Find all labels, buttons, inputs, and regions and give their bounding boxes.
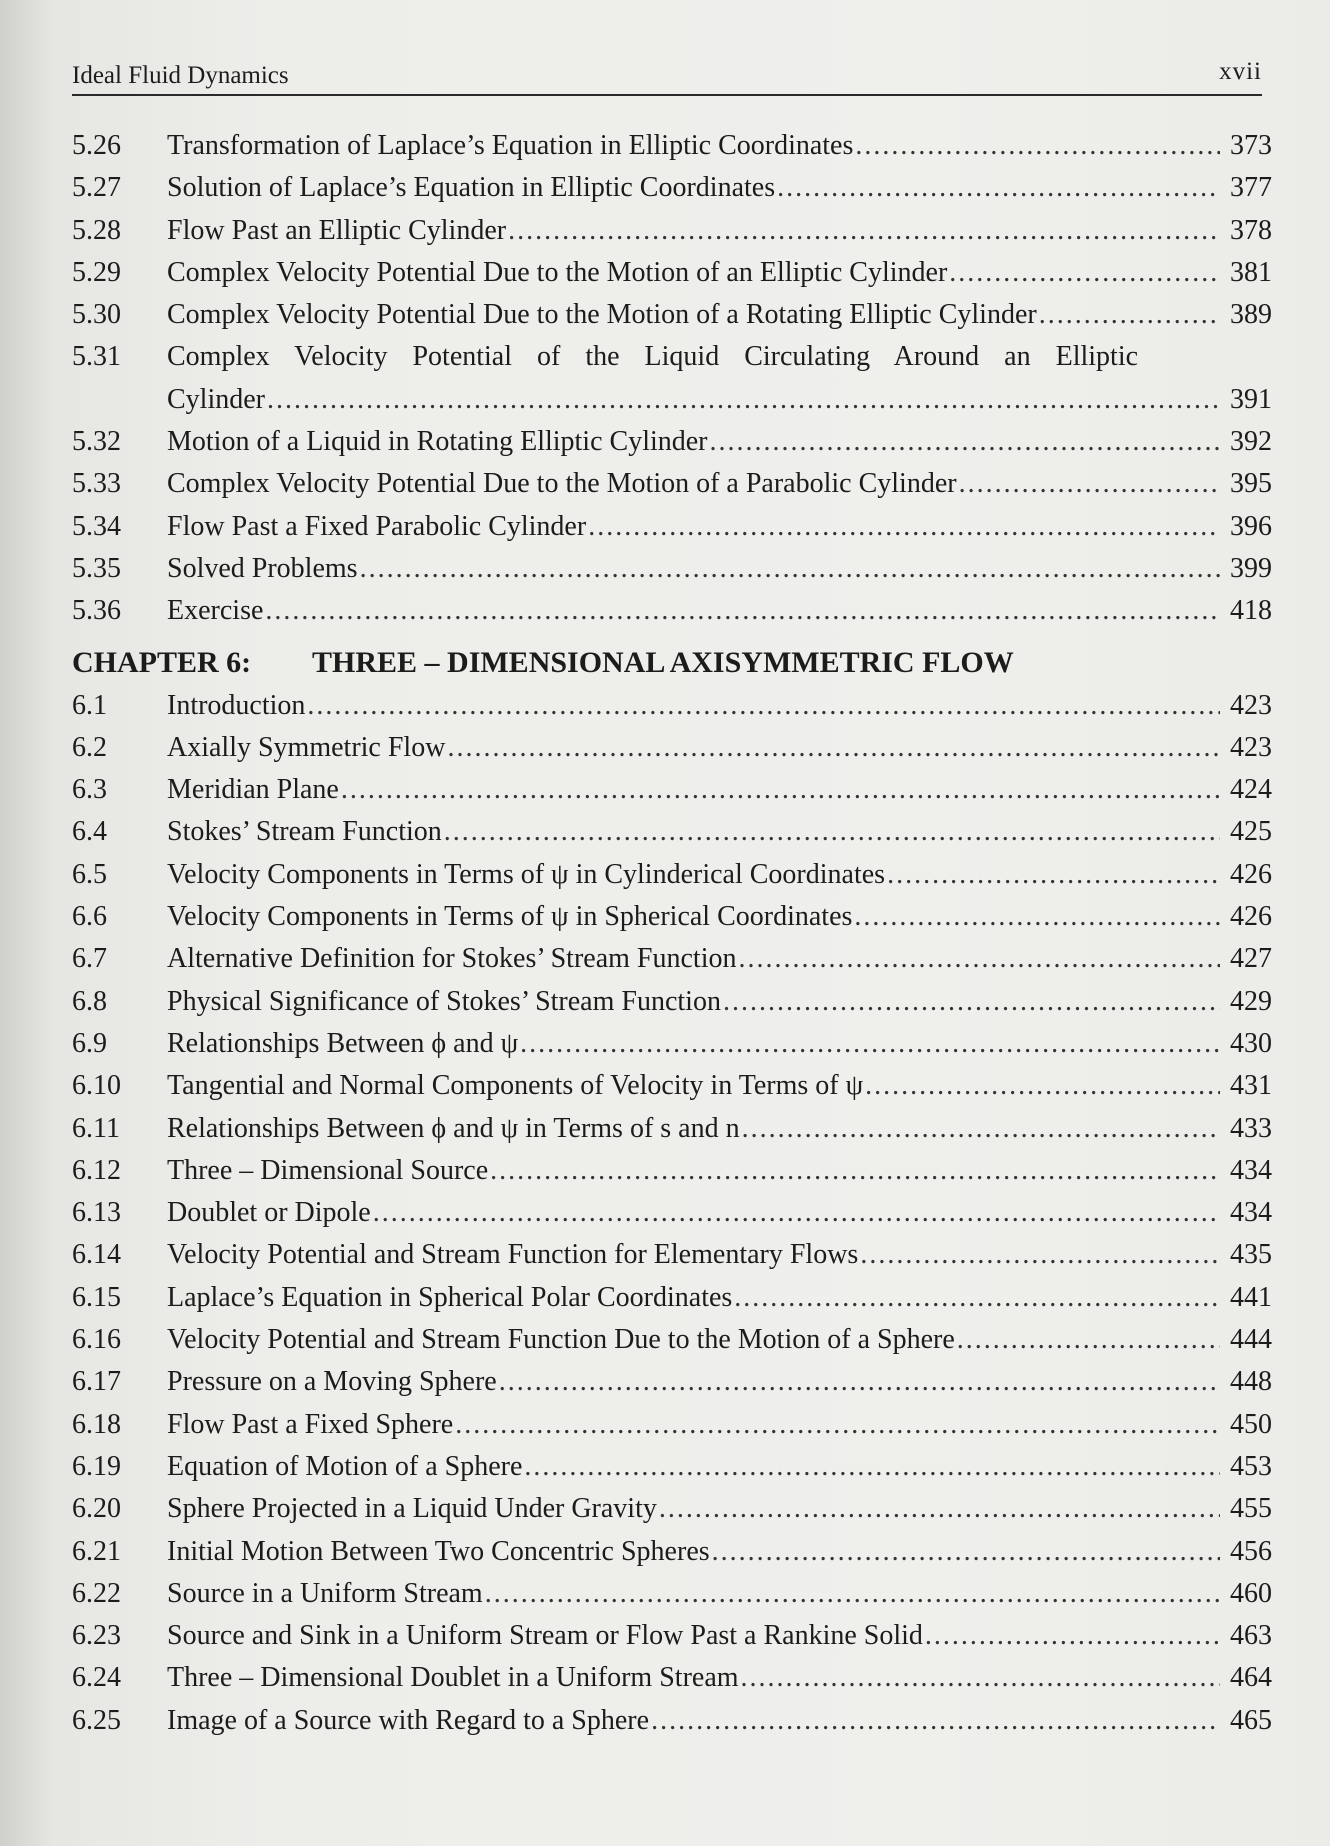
leader-dots	[949, 252, 1220, 294]
toc-entry	[72, 590, 1272, 632]
entry-page: 426	[1230, 901, 1272, 933]
toc-entry	[72, 506, 1272, 548]
entry-number: 6.5	[72, 858, 107, 890]
leader-dots	[659, 1488, 1220, 1530]
entry-page: 377	[1230, 172, 1272, 204]
entry-page: 418	[1230, 595, 1272, 627]
leader-dots	[854, 896, 1220, 938]
toc-entry	[72, 1023, 1272, 1065]
entry-number: 6.13	[72, 1197, 121, 1229]
entry-page: 429	[1230, 985, 1272, 1017]
toc-entry	[72, 1700, 1272, 1742]
entry-page: 430	[1230, 1027, 1272, 1059]
entry-page: 455	[1230, 1493, 1272, 1525]
toc-entry	[72, 336, 1272, 378]
entry-number: 5.26	[72, 130, 121, 161]
entry-title: Stokes’ Stream Function	[167, 816, 442, 848]
entry-number: 6.16	[72, 1324, 121, 1356]
chapter-title: THREE – DIMENSIONAL AXISYMMETRIC FLOW	[312, 645, 1014, 679]
toc-entry	[72, 294, 1272, 336]
toc-entry	[72, 548, 1272, 590]
entry-title: Complex Velocity Potential Due to the Motion of an Elliptic Cylinder	[167, 256, 948, 288]
entry-number: 6.15	[72, 1281, 121, 1313]
entry-title: Velocity Potential and Stream Function for Elementary Flows	[167, 1239, 859, 1271]
entry-page: 465	[1230, 1704, 1272, 1736]
entry-number: 6.20	[72, 1493, 121, 1525]
toc-entry	[72, 1277, 1272, 1319]
entry-page: 460	[1230, 1577, 1272, 1609]
leader-dots	[887, 854, 1220, 896]
entry-number: 6.24	[72, 1662, 121, 1694]
section-5-entries	[72, 125, 1272, 633]
entry-page: 456	[1230, 1535, 1272, 1567]
leader-dots	[588, 506, 1220, 548]
book-title: Ideal Fluid Dynamics	[72, 62, 289, 89]
toc-entry	[72, 811, 1272, 853]
entry-number: 5.34	[72, 510, 121, 542]
leader-dots	[508, 210, 1220, 252]
toc-entry	[72, 1192, 1272, 1234]
entry-number: 6.8	[72, 985, 107, 1017]
toc-entry	[72, 1065, 1272, 1107]
entry-page: 399	[1230, 552, 1272, 584]
entry-title: Relationships Between ϕ and ψ in Terms of s and n	[167, 1112, 740, 1144]
entry-title: Three – Dimensional Source	[167, 1154, 489, 1186]
entry-page: 450	[1230, 1408, 1272, 1440]
entry-page: 425	[1230, 816, 1272, 848]
entry-number: 6.22	[72, 1577, 121, 1609]
entry-number: 6.6	[72, 901, 107, 933]
toc-entry	[72, 854, 1272, 896]
entry-title: Flow Past a Fixed Parabolic Cylinder	[167, 510, 587, 542]
toc-entry	[72, 1361, 1272, 1403]
toc-entry	[72, 896, 1272, 938]
toc-entry	[72, 463, 1272, 505]
entry-number: 6.2	[72, 731, 107, 763]
entry-title: Doublet or Dipole	[167, 1197, 371, 1229]
leader-dots	[524, 1446, 1220, 1488]
toc-entry	[72, 421, 1272, 463]
entry-number: 5.31	[72, 341, 121, 373]
leader-dots	[710, 421, 1220, 463]
toc-entry	[72, 252, 1272, 294]
toc-entry	[72, 1657, 1272, 1699]
toc-entry	[72, 685, 1272, 727]
toc-entry	[72, 1531, 1272, 1573]
entry-title: Flow Past an Elliptic Cylinder	[167, 214, 507, 246]
entry-number: 6.7	[72, 943, 107, 975]
toc-entry	[72, 1615, 1272, 1657]
leader-dots	[499, 1361, 1220, 1403]
entry-page: 424	[1230, 774, 1272, 806]
leader-dots	[855, 125, 1220, 167]
entry-title: Equation of Motion of a Sphere	[167, 1450, 523, 1482]
entry-title: Three – Dimensional Doublet in a Uniform Stream	[167, 1662, 739, 1694]
entry-page: 431	[1230, 1070, 1272, 1102]
entry-number: 5.33	[72, 468, 121, 500]
page-number: xvii	[1219, 58, 1262, 85]
entry-title: Transformation of Laplace’s Equation in Elliptic Coordinates	[167, 130, 854, 161]
toc-entry	[72, 981, 1272, 1023]
entry-title: Alternative Definition for Stokes’ Stream Function	[167, 943, 737, 975]
entry-page: 453	[1230, 1450, 1272, 1482]
leader-dots	[360, 548, 1220, 590]
entry-number: 6.18	[72, 1408, 121, 1440]
entry-title: Tangential and Normal Components of Velocity in Terms of ψ	[167, 1070, 864, 1102]
entry-title: Flow Past a Fixed Sphere	[167, 1408, 454, 1440]
entry-title: Velocity Potential and Stream Function Due to the Motion of a Sphere	[167, 1324, 955, 1356]
leader-dots	[712, 1531, 1220, 1573]
entry-number: 6.17	[72, 1366, 121, 1398]
entry-title: Velocity Components in Terms of ψ in Cylinderical Coordinates	[167, 858, 886, 890]
entry-title: Solution of Laplace’s Equation in Elliptic Coordinates	[167, 172, 776, 204]
toc-entry-continuation	[72, 379, 1272, 421]
entry-number: 5.28	[72, 214, 121, 246]
toc-entry	[72, 125, 1272, 167]
entry-page: 441	[1230, 1281, 1272, 1313]
leader-dots	[265, 590, 1220, 632]
entry-page: 391	[1230, 383, 1272, 415]
toc-entry	[72, 769, 1272, 811]
toc-entry	[72, 1573, 1272, 1615]
entry-page: 427	[1230, 943, 1272, 975]
entry-number: 5.27	[72, 172, 121, 204]
entry-title: Exercise	[167, 595, 264, 627]
entry-number: 6.12	[72, 1154, 121, 1186]
leader-dots	[865, 1065, 1220, 1107]
table-of-contents	[72, 125, 1272, 1742]
entry-page: 381	[1230, 256, 1272, 288]
entry-title: Laplace’s Equation in Spherical Polar Coordinates	[167, 1281, 733, 1313]
leader-dots	[520, 1023, 1220, 1065]
leader-dots	[742, 1108, 1220, 1150]
entry-number: 6.14	[72, 1239, 121, 1271]
entry-page: 464	[1230, 1662, 1272, 1694]
leader-dots	[485, 1573, 1220, 1615]
leader-dots	[444, 811, 1220, 853]
toc-entry	[72, 938, 1272, 980]
entry-page: 434	[1230, 1154, 1272, 1186]
entry-number: 6.23	[72, 1620, 121, 1652]
entry-page: 434	[1230, 1197, 1272, 1229]
entry-page: 395	[1230, 468, 1272, 500]
entry-title: Relationships Between ϕ and ψ	[167, 1027, 519, 1059]
toc-entry	[72, 1446, 1272, 1488]
leader-dots	[777, 167, 1220, 209]
entry-number: 6.19	[72, 1450, 121, 1482]
entry-number: 6.11	[72, 1112, 120, 1144]
entry-title: Pressure on a Moving Sphere	[167, 1366, 497, 1398]
entry-title: Initial Motion Between Two Concentric Spheres	[167, 1535, 710, 1567]
toc-entry	[72, 1108, 1272, 1150]
entry-page: 423	[1230, 731, 1272, 763]
entry-title: Sphere Projected in a Liquid Under Gravity	[167, 1493, 657, 1525]
toc-entry	[72, 210, 1272, 252]
entry-number: 6.4	[72, 816, 107, 848]
toc-entry	[72, 1234, 1272, 1276]
leader-dots	[455, 1404, 1220, 1446]
entry-page: 463	[1230, 1620, 1272, 1652]
entry-page: 392	[1230, 426, 1272, 458]
entry-title: Introduction	[167, 689, 306, 721]
running-header	[72, 60, 1262, 96]
leader-dots	[957, 1319, 1220, 1361]
toc-entry	[72, 167, 1272, 209]
leader-dots	[1039, 294, 1220, 336]
toc-entry	[72, 1404, 1272, 1446]
leader-dots	[860, 1234, 1220, 1276]
leader-dots	[734, 1277, 1220, 1319]
chapter-6-entries	[72, 685, 1272, 1742]
leader-dots	[447, 727, 1220, 769]
entry-number: 5.36	[72, 595, 121, 627]
entry-title: Image of a Source with Regard to a Sphere	[167, 1704, 650, 1736]
entry-title-cont: Cylinder	[167, 383, 265, 415]
entry-title: Solved Problems	[167, 552, 358, 584]
toc-entry	[72, 1488, 1272, 1530]
chapter-label: CHAPTER 6:	[72, 645, 252, 679]
entry-number: 5.29	[72, 256, 121, 288]
leader-dots	[341, 769, 1220, 811]
entry-page: 373	[1230, 130, 1272, 161]
entry-page: 426	[1230, 858, 1272, 890]
toc-entry	[72, 1150, 1272, 1192]
entry-title: Source in a Uniform Stream	[167, 1577, 483, 1609]
entry-page: 433	[1230, 1112, 1272, 1144]
entry-title: Velocity Components in Terms of ψ in Spherical Coordinates	[167, 901, 853, 933]
leader-dots	[925, 1615, 1220, 1657]
entry-page: 444	[1230, 1324, 1272, 1356]
entry-title: Meridian Plane	[167, 774, 339, 806]
entry-page: 423	[1230, 689, 1272, 721]
leader-dots	[373, 1192, 1220, 1234]
leader-dots	[738, 938, 1220, 980]
entry-number: 6.1	[72, 689, 107, 721]
leader-dots	[307, 685, 1220, 727]
leader-dots	[490, 1150, 1220, 1192]
entry-title: Axially Symmetric Flow	[167, 731, 446, 763]
entry-number: 6.9	[72, 1027, 107, 1059]
entry-title: Physical Significance of Stokes’ Stream Function	[167, 985, 721, 1017]
entry-number: 6.3	[72, 774, 107, 806]
leader-dots	[723, 981, 1220, 1023]
entry-page: 448	[1230, 1366, 1272, 1398]
leader-dots	[959, 463, 1220, 505]
toc-entry	[72, 1319, 1272, 1361]
toc-entry	[72, 727, 1272, 769]
leader-dots	[741, 1657, 1220, 1699]
entry-page: 435	[1230, 1239, 1272, 1271]
entry-title: Complex Velocity Potential of the Liquid Circulating Around an Elliptic	[167, 341, 1139, 373]
entry-title: Source and Sink in a Uniform Stream or Flow Past a Rankine Solid	[167, 1620, 923, 1652]
leader-dots	[267, 379, 1220, 421]
entry-title: Complex Velocity Potential Due to the Motion of a Rotating Elliptic Cylinder	[167, 299, 1037, 331]
entry-number: 5.30	[72, 299, 121, 331]
entry-title: Motion of a Liquid in Rotating Elliptic Cylinder	[167, 426, 708, 458]
entry-title: Complex Velocity Potential Due to the Motion of a Parabolic Cylinder	[167, 468, 957, 500]
entry-number: 5.32	[72, 426, 121, 458]
leader-dots	[651, 1700, 1220, 1742]
entry-number: 5.35	[72, 552, 121, 584]
entry-number: 6.21	[72, 1535, 121, 1567]
entry-page: 378	[1230, 214, 1272, 246]
entry-page: 396	[1230, 510, 1272, 542]
entry-page: 389	[1230, 299, 1272, 331]
entry-number: 6.10	[72, 1070, 121, 1102]
entry-number: 6.25	[72, 1704, 121, 1736]
chapter-heading	[72, 633, 1272, 685]
